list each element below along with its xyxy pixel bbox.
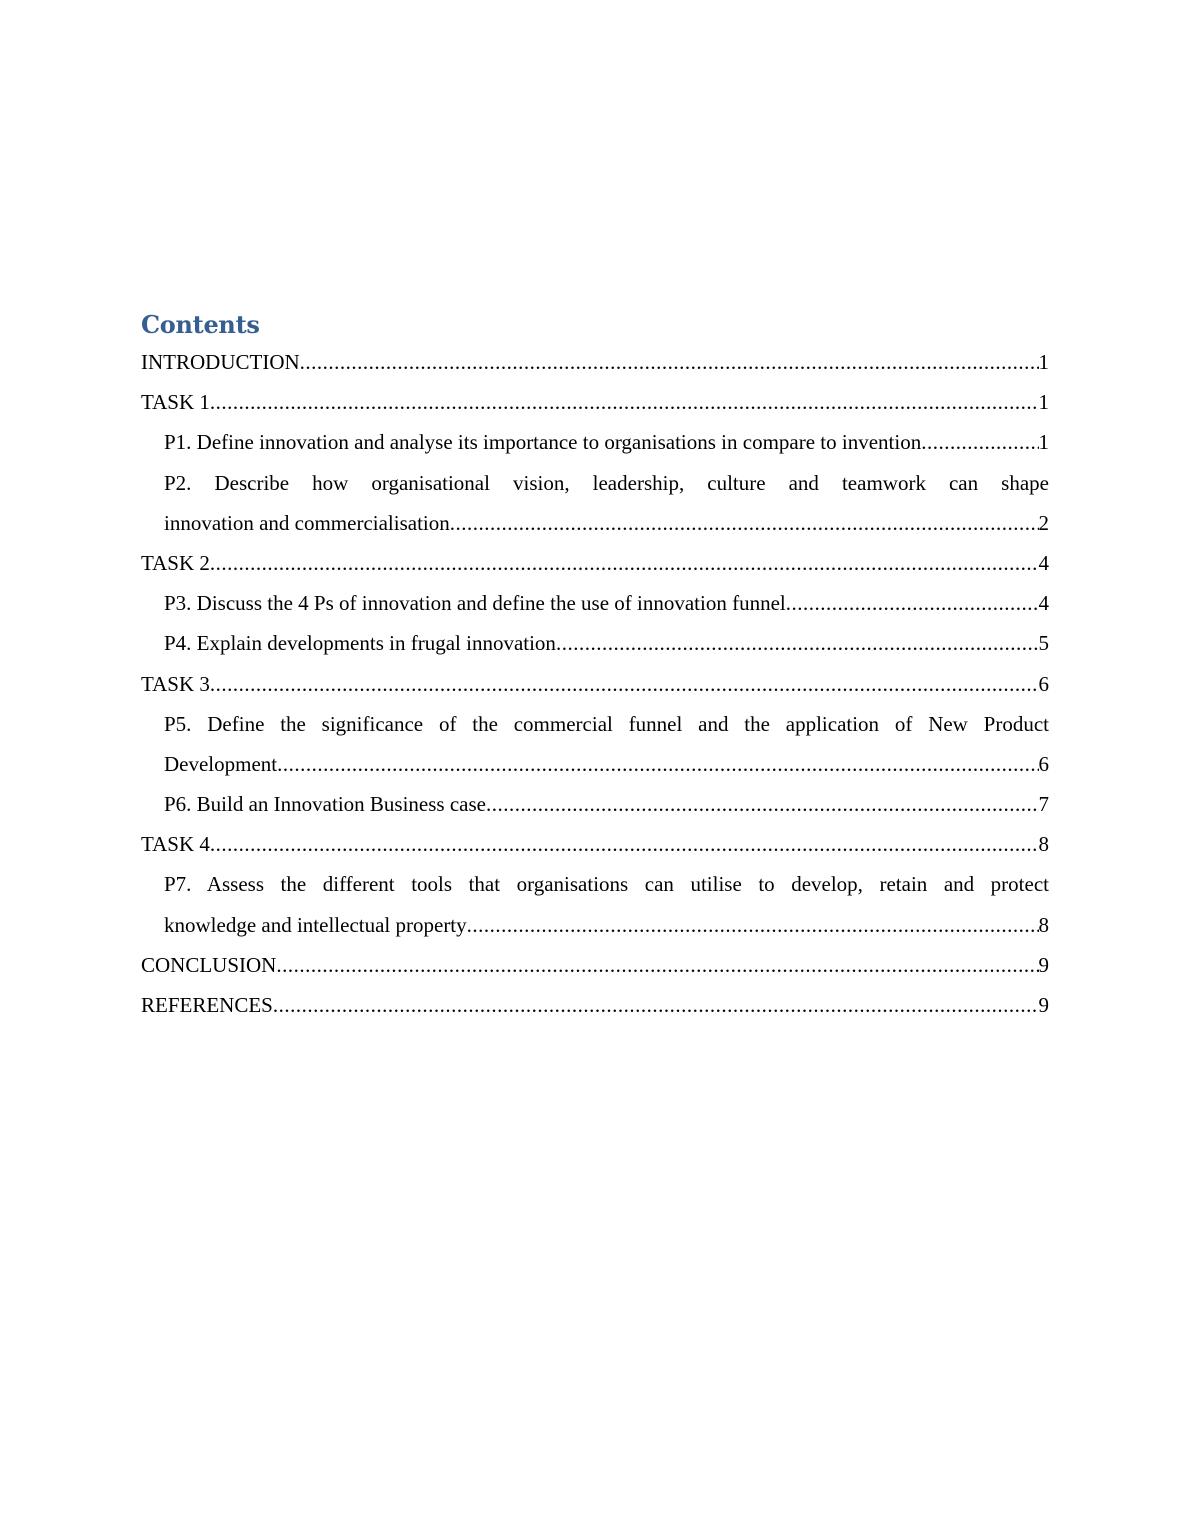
toc-entry-p7[interactable]: [141, 864, 1049, 944]
dot-leader: [450, 503, 1039, 543]
dot-leader: [467, 905, 1039, 945]
toc-entry-title-line-2: knowledge and intellectual property: [164, 912, 467, 937]
dot-leader: [276, 945, 1038, 985]
toc-page-number: 1: [1038, 430, 1049, 455]
dot-leader: [210, 824, 1039, 864]
toc-entry-title: TASK 2: [141, 550, 210, 575]
dot-leader: [277, 744, 1038, 784]
toc-entry-title: TASK 1: [141, 390, 210, 415]
toc-page-number: 2: [1038, 510, 1049, 535]
toc-entry-p6[interactable]: [141, 784, 1049, 824]
toc-page-number: 9: [1038, 993, 1049, 1017]
toc-entry-p3[interactable]: [141, 583, 1049, 623]
toc-entry-title-line-2: Development: [164, 751, 278, 776]
toc-entry-title-line-1: P7. Assess the different tools that organisations can utilise to develop, retain and protect: [164, 872, 1049, 897]
toc-heading: Contents: [141, 310, 260, 339]
dot-leader: [556, 623, 1039, 663]
toc-entry-title-line-1: P2. Describe how organisational vision, leadership, culture and teamwork can shape: [164, 470, 1049, 495]
toc-entry-p2[interactable]: [141, 463, 1049, 543]
toc-entry-task-3[interactable]: [141, 664, 1049, 704]
dot-leader: [210, 543, 1039, 583]
dot-leader: [921, 422, 1038, 462]
dot-leader: [210, 382, 1039, 422]
toc-entry-task-1[interactable]: [141, 382, 1049, 422]
toc-page-number: 5: [1038, 631, 1049, 656]
toc-entry-title-line-2: innovation and commercialisation: [164, 510, 450, 535]
toc-page-number: 6: [1038, 671, 1049, 696]
toc-entry-conclusion[interactable]: [141, 945, 1049, 985]
toc-entry-p5[interactable]: [141, 704, 1049, 784]
toc-entry-title: P6. Build an Innovation Business case: [164, 792, 486, 817]
dot-leader: [786, 583, 1039, 623]
toc-entry-task-4[interactable]: [141, 824, 1049, 864]
toc-page-number: 7: [1038, 792, 1049, 817]
toc-page-number: 6: [1038, 751, 1049, 776]
toc-page-number: 4: [1038, 550, 1049, 575]
toc-entry-p4[interactable]: [141, 623, 1049, 663]
toc-entry-title: REFERENCES: [141, 993, 273, 1017]
dot-leader: [486, 784, 1039, 824]
toc-entry-title: P3. Discuss the 4 Ps of innovation and define the use of innovation funnel: [164, 591, 786, 616]
toc-page-number: 1: [1038, 390, 1049, 415]
dot-leader: [300, 342, 1039, 382]
toc-entry-title: P1. Define innovation and analyse its importance to organisations in compare to invention: [164, 430, 922, 455]
toc-entry-title: INTRODUCTION: [141, 350, 300, 374]
dot-leader: [210, 664, 1039, 704]
document-page: [141, 308, 1049, 1025]
toc-page-number: 8: [1038, 832, 1049, 857]
toc-page-number: 4: [1038, 591, 1049, 616]
toc-entry-title: CONCLUSION: [141, 952, 277, 977]
toc-entry-title: P4. Explain developments in frugal innovation: [164, 631, 556, 656]
toc-page-number: 1: [1038, 350, 1049, 374]
toc-entry-references[interactable]: [141, 985, 1049, 1025]
toc-entry-title-line-1: P5. Define the significance of the commercial funnel and the application of New Product: [164, 711, 1049, 736]
toc-entry-title: TASK 4: [141, 832, 210, 857]
toc-page-number: 8: [1038, 912, 1049, 937]
toc-entry-title: TASK 3: [141, 671, 210, 696]
toc-entry-p1[interactable]: [141, 422, 1049, 462]
toc-page-number: 9: [1038, 952, 1049, 977]
toc-entry-introduction[interactable]: [141, 342, 1049, 382]
table-of-contents: [141, 342, 1049, 1025]
toc-entry-task-2[interactable]: [141, 543, 1049, 583]
dot-leader: [273, 985, 1039, 1025]
